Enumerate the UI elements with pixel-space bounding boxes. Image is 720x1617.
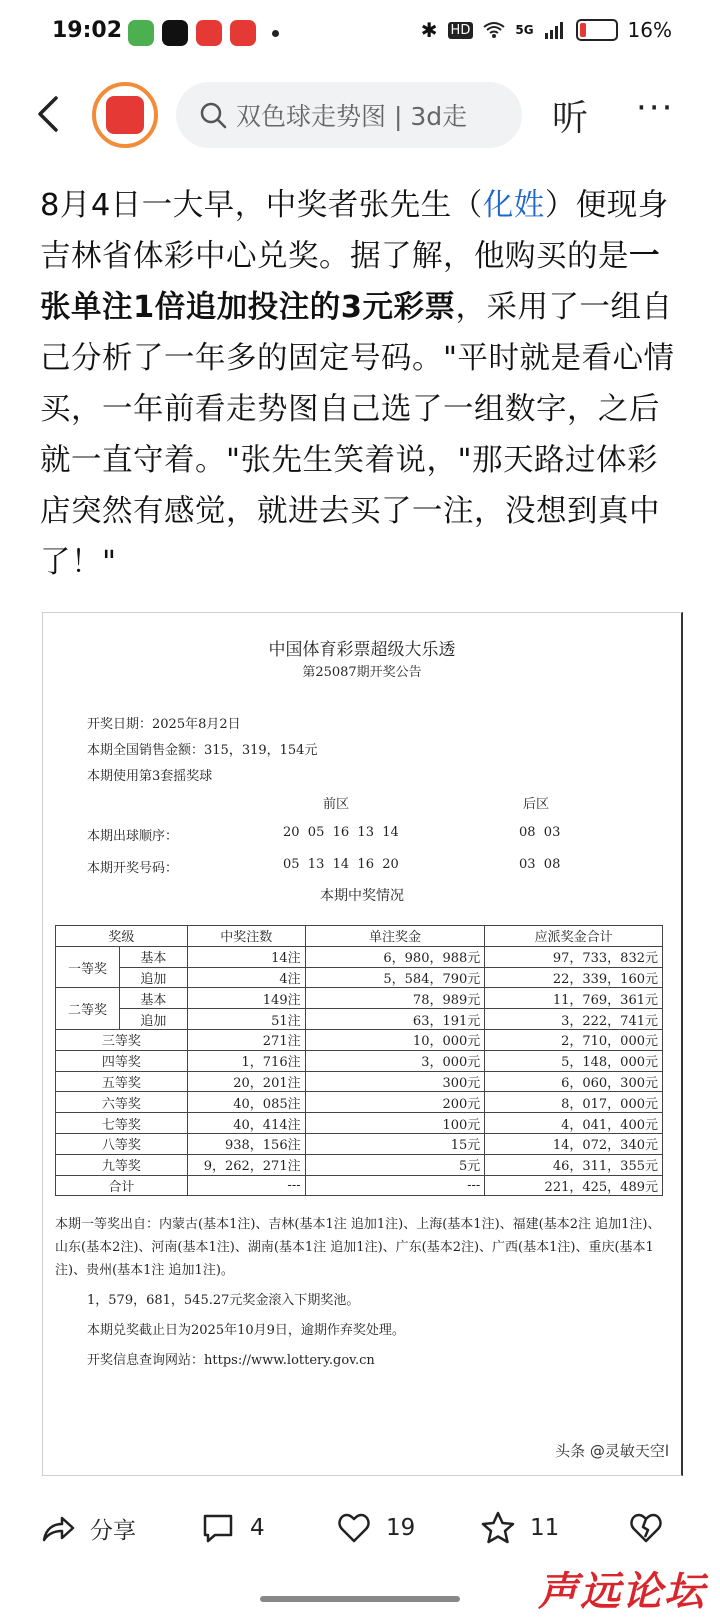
table-cell: 46，311，355元 — [485, 1154, 663, 1175]
table-cell: 四等奖 — [56, 1050, 188, 1071]
table-cell: 八等奖 — [56, 1133, 188, 1154]
table-cell: 8，017，000元 — [485, 1092, 663, 1113]
pool-rollover-note: 1，579，681，545.27元奖金滚入下期奖池。 — [87, 1293, 360, 1308]
header-level: 奖级 — [56, 926, 188, 947]
forum-watermark: 声远论坛 — [538, 1569, 706, 1615]
table-cell: 5，584，790元 — [305, 967, 485, 988]
front-zone-label: 前区 — [323, 797, 350, 812]
table-cell: 追加 — [119, 1009, 187, 1030]
broken-heart-icon — [628, 1510, 664, 1546]
article-text-2: ）便现身吉林省体彩中心兑奖。据了解，他购买的是 — [40, 188, 669, 274]
back-icon[interactable] — [30, 94, 70, 134]
like-count: 19 — [386, 1515, 416, 1541]
table-row — [56, 1154, 663, 1175]
favorite-button[interactable] — [480, 1510, 559, 1546]
like-button[interactable] — [336, 1510, 415, 1546]
lottery-announcement-image[interactable] — [42, 612, 683, 1476]
battery-percent: 16% — [627, 18, 672, 42]
back-zone-label: 后区 — [523, 797, 550, 812]
comment-count: 4 — [250, 1515, 265, 1541]
article-bold-text: 一张单注1倍追加投注的3元彩票 — [40, 239, 660, 325]
draw-date: 开奖日期：2025年8月2日 — [87, 717, 241, 732]
table-cell: 938，156注 — [187, 1133, 305, 1154]
prize-table-title: 本期中奖情况 — [320, 888, 404, 904]
battery-icon — [576, 19, 618, 41]
favorite-count: 11 — [530, 1515, 560, 1541]
table-cell: 40，085注 — [187, 1092, 305, 1113]
search-bar[interactable] — [176, 82, 522, 148]
table-cell: 基本 — [119, 988, 187, 1009]
table-cell: 14，072，340元 — [485, 1133, 663, 1154]
table-row — [56, 1009, 663, 1030]
table-row — [56, 946, 663, 967]
ball-set: 本期使用第3套摇奖球 — [87, 769, 213, 784]
table-cell: 11，769，361元 — [485, 988, 663, 1009]
prize-table — [55, 925, 663, 1196]
table-cell: 20，201注 — [187, 1071, 305, 1092]
more-notifications-dot — [272, 30, 279, 37]
image-watermark: 头条 @灵敏天空l — [555, 1442, 669, 1460]
network-type: 5G — [515, 23, 534, 37]
article-body — [40, 180, 688, 588]
table-cell: 300元 — [305, 1071, 485, 1092]
heart-icon — [336, 1510, 372, 1546]
more-options-button[interactable]: ··· — [636, 88, 675, 128]
top-nav — [0, 76, 720, 156]
table-cell: 63，191元 — [305, 1009, 485, 1030]
table-cell: 149注 — [187, 988, 305, 1009]
header-total: 应派奖金合计 — [485, 926, 663, 947]
share-button[interactable] — [40, 1510, 136, 1546]
table-row — [56, 988, 663, 1009]
claim-deadline-note: 本期兑奖截止日为2025年10月9日，逾期作弃奖处理。 — [87, 1323, 405, 1338]
table-cell: 78，989元 — [305, 988, 485, 1009]
sales-amount: 本期全国销售金额：315，319，154元 — [87, 743, 318, 758]
status-bar — [0, 0, 720, 66]
announcement-title: 中国体育彩票超级大乐透 — [268, 640, 456, 660]
star-icon — [480, 1510, 516, 1546]
table-cell: 2，710，000元 — [485, 1029, 663, 1050]
website-note: 开奖信息查询网站：https://www.lottery.gov.cn — [87, 1353, 375, 1368]
tiktok-notification-icon — [162, 20, 188, 46]
header-amount: 单注奖金 — [305, 926, 485, 947]
numbers-label: 本期开奖号码： — [87, 861, 179, 876]
table-cell: 追加 — [119, 967, 187, 988]
table-row — [56, 1113, 663, 1134]
table-cell: 221，425，489元 — [485, 1175, 663, 1196]
status-time: 19:02 — [52, 18, 123, 43]
table-cell: 4注 — [187, 967, 305, 988]
table-row — [56, 1029, 663, 1050]
article-text-3: ，采用了一组自己分析了一年多的固定号码。"平时就是看心情买，一年前看走势图自己选了一组数字，之后就一直守着。"张先生笑着说，"那天路过体彩店突然有感觉，就进去买了一注，没想到真中了！" — [40, 290, 675, 580]
table-cell: 基本 — [119, 946, 187, 967]
table-row — [56, 1071, 663, 1092]
table-cell: 3，222，741元 — [485, 1009, 663, 1030]
search-text: 双色球走势图 | 3d走 — [236, 102, 468, 131]
wifi-icon — [483, 21, 505, 39]
table-cell: 9，262，271注 — [187, 1154, 305, 1175]
table-cell: 100元 — [305, 1113, 485, 1134]
table-cell: 15元 — [305, 1133, 485, 1154]
table-cell: 14注 — [187, 946, 305, 967]
table-cell: --- — [305, 1175, 485, 1196]
announcement-subtitle: 第25087期开奖公告 — [302, 665, 422, 680]
table-row — [56, 1092, 663, 1113]
order-back-numbers: 08 03 — [519, 825, 561, 840]
signal-icon — [544, 21, 566, 39]
table-cell: 6，980，988元 — [305, 946, 485, 967]
author-avatar[interactable] — [92, 82, 158, 148]
comment-icon — [200, 1510, 236, 1546]
comment-button[interactable] — [200, 1510, 265, 1546]
bluetooth-icon: ✱ — [420, 18, 438, 42]
second-prize-label: 二等奖 — [56, 988, 120, 1030]
listen-button[interactable]: 听 — [552, 98, 589, 139]
table-cell: 三等奖 — [56, 1029, 188, 1050]
table-cell: --- — [187, 1175, 305, 1196]
winning-back-numbers: 03 08 — [519, 857, 561, 872]
table-cell: 五等奖 — [56, 1071, 188, 1092]
table-header-row — [56, 926, 663, 947]
table-cell: 4，041，400元 — [485, 1113, 663, 1134]
first-prize-label: 一等奖 — [56, 946, 120, 988]
table-cell: 九等奖 — [56, 1154, 188, 1175]
table-cell: 10，000元 — [305, 1029, 485, 1050]
table-cell: 51注 — [187, 1009, 305, 1030]
app-notification-icon — [128, 20, 154, 46]
xiaohongshu-notification-icon — [230, 20, 256, 46]
share-icon — [40, 1510, 76, 1546]
table-cell: 40，414注 — [187, 1113, 305, 1134]
share-label: 分享 — [90, 1517, 136, 1544]
status-indicators — [421, 18, 672, 42]
article-highlight-link[interactable]: 化姓 — [482, 188, 545, 223]
hd-icon: HD — [448, 22, 474, 39]
home-indicator[interactable] — [260, 1596, 460, 1602]
order-label: 本期出球顺序： — [87, 829, 179, 844]
hongbao-notification-icon — [196, 20, 222, 46]
order-front-numbers: 20 05 16 13 14 — [283, 825, 399, 840]
table-cell: 5元 — [305, 1154, 485, 1175]
dislike-button[interactable] — [628, 1510, 664, 1546]
header-count: 中奖注数 — [187, 926, 305, 947]
table-cell: 6，060，300元 — [485, 1071, 663, 1092]
article-text-1: 8月4日一大早，中奖者张先生（ — [40, 188, 483, 223]
table-cell: 1，716注 — [187, 1050, 305, 1071]
table-row — [56, 1050, 663, 1071]
first-prize-regions: 本期一等奖出自：内蒙古(基本1注)、吉林(基本1注 追加1注)、上海(基本1注)、福建(基本2注 追加1注)、山东(基本2注)、河南(基本1注)、湖南(基本1注 追加1注)、广东(基本2注)、广西(基本1注)、重庆(基本1注)、贵州(基本1注 追加1注)。 — [55, 1217, 661, 1278]
table-cell: 22，339，160元 — [485, 967, 663, 988]
table-cell: 5，148，000元 — [485, 1050, 663, 1071]
table-cell: 200元 — [305, 1092, 485, 1113]
table-row — [56, 967, 663, 988]
red-envelope-icon — [106, 96, 144, 134]
table-cell: 3，000元 — [305, 1050, 485, 1071]
action-bar — [0, 1500, 720, 1560]
table-cell: 六等奖 — [56, 1092, 188, 1113]
table-row — [56, 1133, 663, 1154]
search-icon — [198, 100, 228, 130]
winning-front-numbers: 05 13 14 16 20 — [283, 857, 399, 872]
table-row — [56, 1175, 663, 1196]
table-cell: 97，733，832元 — [485, 946, 663, 967]
table-cell: 271注 — [187, 1029, 305, 1050]
table-cell: 合计 — [56, 1175, 188, 1196]
table-cell: 七等奖 — [56, 1113, 188, 1134]
